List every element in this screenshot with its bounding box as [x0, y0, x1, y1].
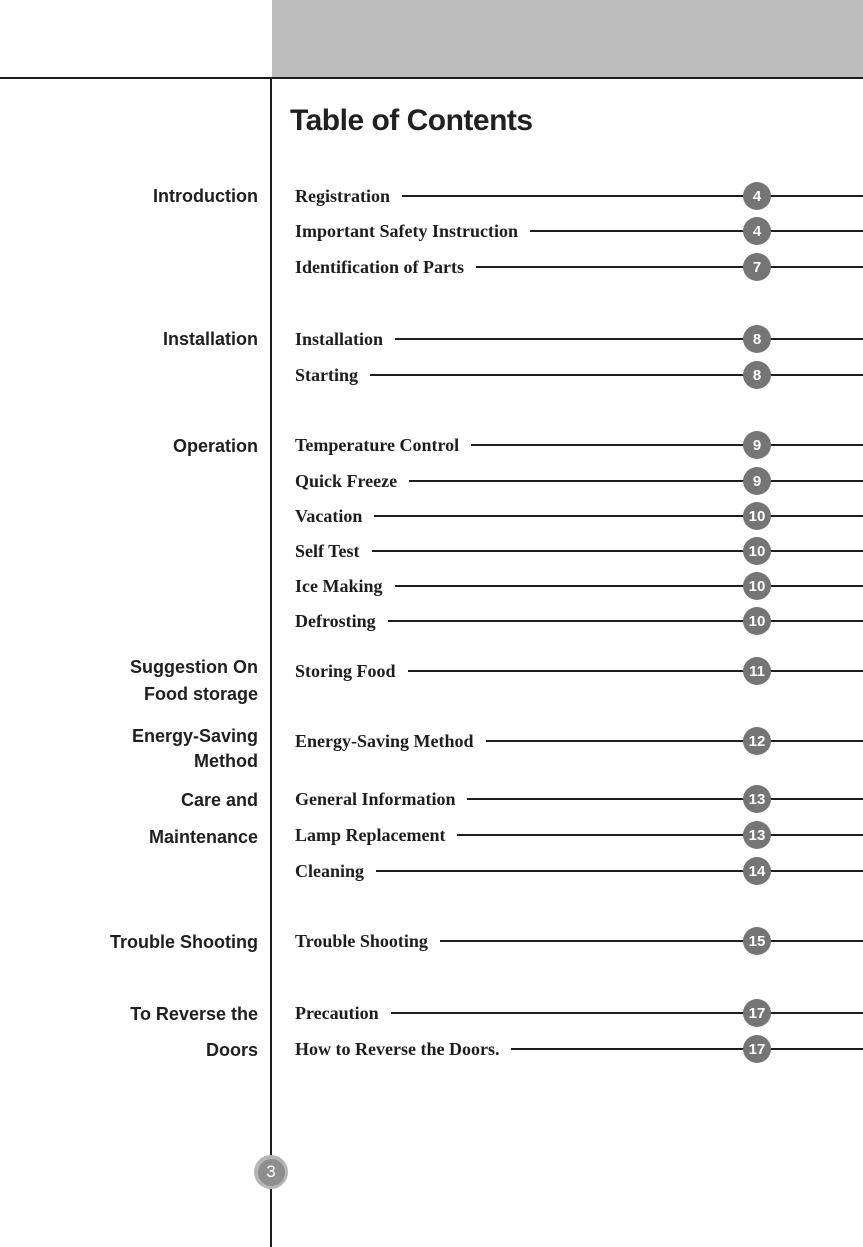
- sidebar-label-suggestion-line2: Food storage: [143, 684, 258, 704]
- toc-entry-lamp-replacement[interactable]: [295, 821, 863, 849]
- toc-entry-self-test[interactable]: [295, 537, 863, 565]
- page-number-badge: 8: [743, 361, 771, 389]
- leader-line: [457, 834, 863, 836]
- leader-line: [388, 620, 863, 622]
- toc-entry-title: General Information: [295, 788, 456, 809]
- toc-entry-title: Trouble Shooting: [295, 930, 428, 951]
- leader-line: [376, 870, 863, 872]
- toc-entry-cleaning[interactable]: [295, 857, 863, 885]
- sidebar-label-installation: Installation: [162, 329, 258, 349]
- toc-entry-energy-saving-method[interactable]: [295, 727, 863, 755]
- page-number-badge: 12: [743, 727, 771, 755]
- page-number-badge: 17: [743, 999, 771, 1027]
- leader-line: [391, 1012, 863, 1014]
- toc-entry-installation[interactable]: [295, 325, 863, 353]
- page-number-badge: 13: [743, 821, 771, 849]
- leader-line: [408, 670, 863, 672]
- toc-entry-title: Vacation: [295, 505, 363, 526]
- toc-entry-title: Important Safety Instruction: [295, 220, 518, 241]
- page-number-badge: 17: [743, 1035, 771, 1063]
- toc-entry-title: Registration: [295, 185, 390, 206]
- sidebar-label-reverse-doors-line2: Doors: [205, 1040, 258, 1060]
- page-number-badge: 10: [743, 537, 771, 565]
- sidebar-label-care-line2: Maintenance: [148, 827, 258, 847]
- toc-entry-title: Precaution: [295, 1002, 379, 1023]
- page-number-badge: 9: [743, 431, 771, 459]
- leader-line: [471, 444, 863, 446]
- toc-entry-title: Quick Freeze: [295, 470, 398, 491]
- toc-entry-title: How to Reverse the Doors.: [295, 1038, 500, 1059]
- footer-page-number-value: 3: [258, 1159, 285, 1186]
- page-number-badge: 11: [743, 657, 771, 685]
- leader-line: [409, 480, 863, 482]
- footer-page-number: [254, 1155, 288, 1189]
- toc-entry-how-to-reverse-the-doors[interactable]: [295, 1035, 863, 1063]
- toc-entry-title: Identification of Parts: [295, 256, 464, 277]
- page-number-badge: 13: [743, 785, 771, 813]
- leader-line: [402, 195, 863, 197]
- sidebar-label-operation: Operation: [172, 436, 258, 456]
- page-number-badge: 4: [743, 182, 771, 210]
- header-bar: [272, 0, 863, 77]
- sidebar-label-energy-saving-line1: Energy-Saving: [131, 726, 258, 746]
- toc-entry-title: Starting: [295, 364, 358, 385]
- sidebar-label-care-line1: Care and: [180, 790, 258, 810]
- leader-line: [374, 515, 863, 517]
- toc-entry-title: Self Test: [295, 540, 360, 561]
- sidebar-label-reverse-doors-line1: To Reverse the: [130, 1004, 258, 1024]
- leader-line: [476, 266, 863, 268]
- toc-entry-defrosting[interactable]: [295, 607, 863, 635]
- toc-entry-title: Defrosting: [295, 610, 376, 631]
- page-number-badge: 8: [743, 325, 771, 353]
- vertical-divider: [270, 79, 272, 1247]
- toc-entry-title: Storing Food: [295, 660, 396, 681]
- leader-line: [486, 740, 863, 742]
- page-number-badge: 10: [743, 502, 771, 530]
- toc-entry-trouble-shooting[interactable]: [295, 927, 863, 955]
- toc-entry-ice-making[interactable]: [295, 572, 863, 600]
- sidebar-label-introduction: Introduction: [153, 186, 258, 206]
- page-number-badge: 14: [743, 857, 771, 885]
- toc-entry-temperature-control[interactable]: [295, 431, 863, 459]
- page-number-badge: 10: [743, 572, 771, 600]
- toc-entry-title: Ice Making: [295, 575, 383, 596]
- toc-entry-quick-freeze[interactable]: [295, 467, 863, 495]
- horizontal-divider: [0, 77, 863, 79]
- leader-line: [370, 374, 863, 376]
- leader-line: [372, 550, 863, 552]
- toc-entry-registration[interactable]: [295, 182, 863, 210]
- page-number-badge: 7: [743, 253, 771, 281]
- page-title: Table of Contents: [290, 104, 533, 137]
- leader-line: [511, 1048, 863, 1050]
- toc-entry-vacation[interactable]: [295, 502, 863, 530]
- toc-entry-general-information[interactable]: [295, 785, 863, 813]
- leader-line: [395, 338, 863, 340]
- page-number-badge: 15: [743, 927, 771, 955]
- leader-line: [395, 585, 863, 587]
- toc-entry-title: Energy-Saving Method: [295, 730, 474, 751]
- page-number-badge: 9: [743, 467, 771, 495]
- sidebar-label-suggestion-line1: Suggestion On: [130, 657, 258, 677]
- toc-entry-title: Lamp Replacement: [295, 824, 446, 845]
- page-number-badge: 4: [743, 217, 771, 245]
- toc-entry-starting[interactable]: [295, 361, 863, 389]
- toc-entry-important-safety-instruction[interactable]: [295, 217, 863, 245]
- leader-line: [530, 230, 863, 232]
- toc-entry-storing-food[interactable]: [295, 657, 863, 685]
- toc-entry-title: Installation: [295, 328, 384, 349]
- sidebar-label-trouble-shooting: Trouble Shooting: [110, 932, 258, 952]
- toc-entry-title: Temperature Control: [295, 434, 460, 455]
- toc-entry-identification-of-parts[interactable]: [295, 253, 863, 281]
- toc-entry-precaution[interactable]: [295, 999, 863, 1027]
- leader-line: [467, 798, 863, 800]
- leader-line: [440, 940, 863, 942]
- sidebar-label-energy-saving-line2: Method: [194, 751, 258, 771]
- page-number-badge: 10: [743, 607, 771, 635]
- toc-entry-title: Cleaning: [295, 860, 365, 881]
